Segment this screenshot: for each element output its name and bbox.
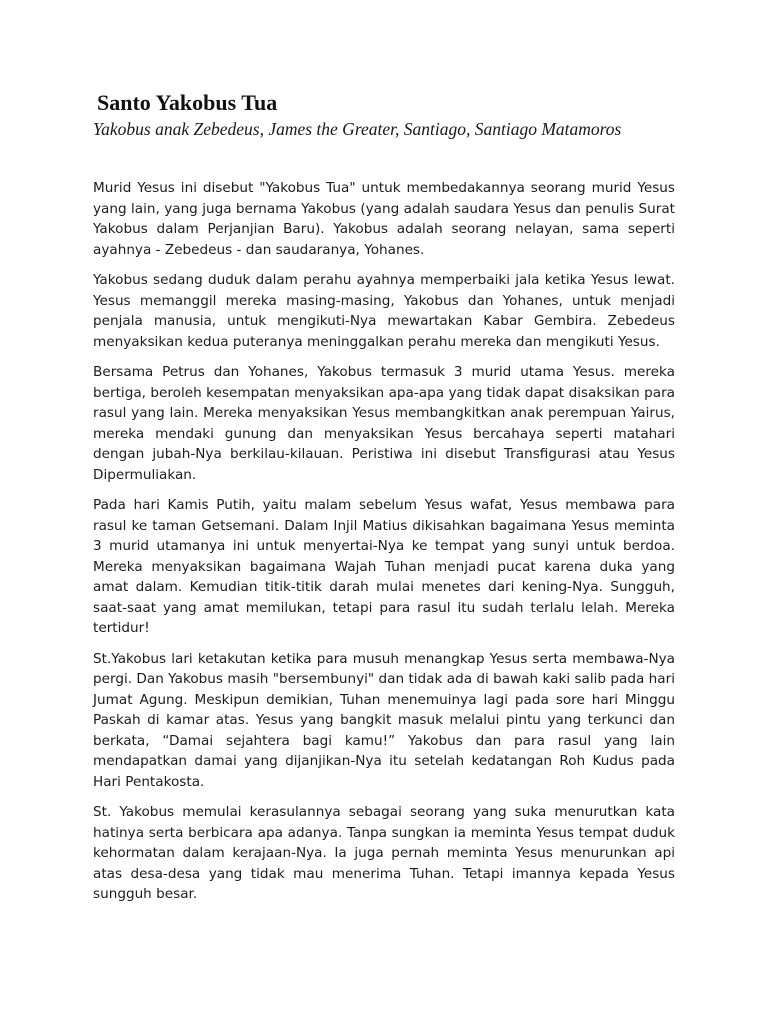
paragraph-2: Yakobus sedang duduk dalam perahu ayahnya memperbaiki jala ketika Yesus lewat. Yesus memanggil mereka masing-masing, Yakobus dan Yohanes, untuk menjadi penjala manusia, untuk mengikuti-Nya mewartakan Kabar Gembira. Zebedeus menyaksikan kedua puteranya meninggalkan perahu mereka dan mengikuti Yesus. [93, 272, 675, 350]
paragraph-1: Murid Yesus ini disebut "Yakobus Tua" untuk membedakannya seorang murid Yesus yang lain, yang juga bernama Yakobus (yang adalah saudara Yesus dan penulis Surat Yakobus dalam Perjanjian Baru). Yakobus adalah seorang nelayan, sama seperti ayahnya - Zebedeus - dan saudaranya, Yohanes. [93, 180, 675, 258]
paragraph-4: Pada hari Kamis Putih, yaitu malam sebelum Yesus wafat, Yesus membawa para rasul ke taman Getsemani. Dalam Injil Matius dikisahkan bagaimana Yesus meminta 3 murid utamanya ini untuk menyertai-Nya ke tempat yang sunyi untuk berdoa. Mereka menyaksikan bagaimana Wajah Tuhan menjadi pucat karena duka yang amat dalam. Kemudian titik-titik darah mulai menetes dari kening-Nya. Sungguh, saat-saat yang amat memilukan, tetapi para rasul itu sudah terlalu lelah. Mereka tertidur! [93, 497, 675, 636]
paragraph-5: St.Yakobus lari ketakutan ketika para musuh menangkap Yesus serta membawa-Nya pergi. Dan Yakobus masih "bersembunyi" dan tidak ada di bawah kaki salib pada hari Jumat Agung. Meskipun demikian, Tuhan menemuinya lagi pada sore hari Minggu Paskah di kamar atas. Yesus yang bangkit masuk melalui pintu yang terkunci dan berkata, “Damai sejahtera bagi kamu!” Yakobus dan para rasul yang lain mendapatkan damai yang dijanjikan-Nya itu setelah kedatangan Roh Kudus pada Hari Pentakosta. [93, 650, 675, 790]
document-subtitle: Yakobus anak Zebedeus, James the Greater, Santiago, Santiago Matamoros [93, 119, 622, 139]
document-body [93, 178, 675, 915]
document-title: Santo Yakobus Tua [97, 90, 278, 115]
paragraph-3: Bersama Petrus dan Yohanes, Yakobus termasuk 3 murid utama Yesus. mereka bertiga, beroleh kesempatan menyaksikan apa-apa yang tidak dapat disaksikan para rasul yang lain. Mereka menyaksikan Yesus membangkitkan anak perempuan Yairus, mereka mendaki gunung dan menyaksikan Yesus bercahaya seperti matahari dengan jubah-Nya berkilau-kilauan. Peristiwa ini disebut Transfigurasi atau Yesus Dipermuliakan. [93, 364, 675, 483]
paragraph-6: St. Yakobus memulai kerasulannya sebagai seorang yang suka menurutkan kata hatinya serta berbicara apa adanya. Tanpa sungkan ia meminta Yesus tempat duduk kehormatan dalam kerajaan-Nya. Ia juga pernah meminta Yesus menurunkan api atas desa-desa yang tidak mau menerima Tuhan. Tetapi imannya kepada Yesus sungguh besar. [93, 804, 675, 902]
